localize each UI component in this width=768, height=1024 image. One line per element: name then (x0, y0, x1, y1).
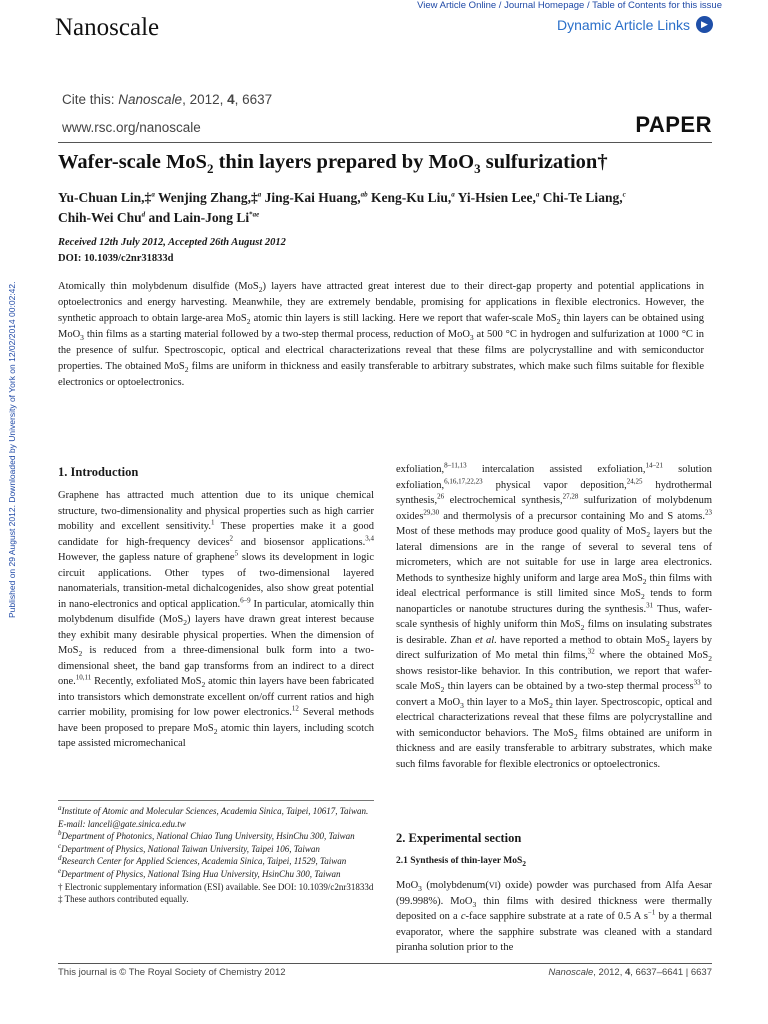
paper-label: PAPER (635, 112, 712, 137)
header-divider (58, 142, 712, 143)
footnote-divider (58, 800, 374, 801)
received-dates: Received 12th July 2012, Accepted 26th August 2012 (58, 237, 286, 248)
footnote: ‡ These authors contributed equally. (58, 894, 189, 905)
section-heading-experimental: 2. Experimental section (396, 831, 522, 845)
footnote: $^a$Institute of Atomic and Molecular Sciences, Academia Sinica, Taipei, 10617, Taiwan. E-mail: lanceli@gate.sinica.edu.tw (58, 804, 369, 829)
article-doi: DOI: 10.1039/c2nr31833d (58, 253, 174, 264)
footer-divider (58, 963, 712, 964)
table-of-contents-link[interactable]: Table of Contents for this issue (592, 0, 722, 11)
introduction-body-continued: exfoliation,$^{8-11,13}$ intercalation assisted exfoliation,$^{14-21}$ solution exfoliation,$^{6,16,17,22,23}$ physical vapor deposition,$^{24,25}$ hydrothermal synthesis,$^{26}$ electrochemical synthesis,$^{27,28}$ sulfurization of molybdenum oxides$^{29,30}$ and thermolysis of a precursor containing Mo and S atoms.$^{23}$ Most of these methods may produce good quality of MoS$_2$ layers but the lateral dimensions are in the range of several to several tens of micrometers, which are not suitable for use in large area electronics. Methods to synthesize highly uniform and large area MoS$_2$ thin films with ideal electrical performance is still limited since MoS$_2$ tends to form nanoparticles or nanotube structures during the synthesis.$^{31}$ Thus, wafer-scale synthesis of highly uniform thin MoS$_2$ films on insulating substrates is desirable. Zhan et al. have reported a method to obtain MoS$_2$ layers by direct sulfurization of Mo metal thin films,$^{32}$ where the obtained MoS$_2$ shows resistor-like behavior. In this contribution, we report that wafer-scale MoS$_2$ thin layers can be obtained by a two-step thermal process$^{33}$ to convert a MoO$_3$ thin layer to a MoS$_2$ thin layer. Spectroscopic, optical and electrical characterizations reveal that these films are polycrystalline and with semiconductor behaviors. The MoS$_2$ films obtained are uniform in thickness and are easily transferable to arbitrary substrates, which make such films favorable for flexible electronics or optoelectronics. (396, 461, 713, 770)
download-notice[interactable]: Published on 29 August 2012. Downloaded by University of York on 12/02/2014 00:02:42. (7, 281, 17, 618)
section-heading-introduction: 1. Introduction (58, 465, 139, 479)
copyright-notice: This journal is © The Royal Society of Chemistry 2012 (58, 967, 286, 978)
author-list: Yu-Chuan Lin,‡$^a$ Wenjing Zhang,‡$^a$ Jing-Kai Huang,$^{ab}$ Keng-Ku Liu,$^a$ Yi-Hsien Lee,$^a$ Chi-Te Liang,$^c$ Chih-Wei Chu$^d$ and Lain-Jong $Li^{*ae}$ (58, 190, 626, 225)
footnotes (58, 805, 374, 906)
journal-homepage-link[interactable]: Journal Homepage (504, 0, 585, 11)
introduction-body: Graphene has attracted much attention due to its unique chemical structure, two-dimensionality and physical properties such as high carrier mobility and excellent sensitivity.$^1$ These properties make it a good candidate for high-frequency devices$^2$ and biosensor applications.$^{3,4}$ However, the gapless nature of graphene$^5$ slows its development in logic circuit applications. Other types of two-dimensional layered nanomaterials, transition-metal dichalcogenides, also show great potential in nano-electronics and optical application.$^{6-9}$ In particular, atomically thin molybdenum disulfide (MoS$_2$) layers have drawn great interest because they exhibit many desirable physical properties. When the dimension of MoS$_2$ is reduced from a three-dimensional bulk form into a two-dimensional sheet, the band gap transforms from an indirect to a direct one.$^{10,11}$ Recently, exfoliated MoS$_2$ atomic thin layers have been fabricated into transistors which demonstrate excellent on/off current ratios and high carrier mobility, promising for low power electronics.$^{12}$ Several methods have been proposed to prepare MoS$_2$ atomic thin layers, including scotch tape assisted micromechanical (58, 490, 375, 749)
citation-line: Cite this: Nanoscale, 2012, 4, 6637 (62, 92, 273, 107)
footnote: $^e$Department of Physics, National Tsing Hua University, HsinChu 300, Taiwan (58, 866, 341, 879)
footnote: † Electronic supplementary information (ESI) available. See DOI: 10.1039/c2nr31833d (58, 881, 374, 892)
journal-url[interactable]: www.rsc.org/nanoscale (62, 120, 201, 135)
footnote: $^d$Research Center for Applied Sciences, Academia Sinica, Taipei, 11529, Taiwan (58, 854, 347, 867)
top-links: View Article Online / Journal Homepage / Table of Contents for this issue (417, 0, 722, 11)
article-title: Wafer-scale MoS$_2$ thin layers prepared by MoO$_3$ sulfurization† (58, 151, 608, 177)
experimental-body: MoO$_3$ (molybdenum(VI) oxide) powder was purchased from Alfa Aesar (99.998%). MoO$_3$ thin films with desired thickness were thermally deposited on a c-face sapphire substrate at a rate of 0.5 A $s^{-1}$ by a thermal evaporator, where the sapphire substrate was cleaned with a standard piranha solution prior to the (396, 880, 713, 953)
footnote: $^c$Department of Physics, National Taiwan University, Taipei 106, Taiwan (58, 841, 320, 854)
dynamic-article-links[interactable] (557, 16, 713, 33)
abstract: Atomically thin molybdenum disulfide (MoS$_2$) layers have attracted great interest due to their direct-gap property and potential applications in optoelectronics and energy harvesting. Meanwhile, they are extremely bendable, promising for applications in flexible electronics. However, the synthetic approach to obtain large-area MoS$_2$ atomic thin layers is still lacking. Here we report that wafer-scale MoS$_2$ thin layers can be obtained using MoO$_3$ thin films as a starting material followed by a two-step thermal process, reduction of MoO$_3$ at 500 °C in hydrogen and sulfurization at 1000 °C in the presence of sulfur. Spectroscopic, optical and electrical characterizations reveal that these films are polycrystalline and with semiconductor properties. The obtained MoS$_2$ films are uniform in thickness and easily transferable to arbitrary substrates, which make such films suitable for flexible electronics or optoelectronics. (58, 281, 705, 388)
download-sidebar (0, 200, 17, 620)
play-arrow-icon[interactable]: ▶ (696, 16, 713, 33)
view-article-online-link[interactable]: View Article Online (417, 0, 497, 11)
page-citation: Nanoscale, 2012, 4, 6637–6641 | 6637 (548, 967, 712, 978)
footnote: $^b$Department of Photonics, National Chiao Tung University, HsinChu 300, Taiwan (58, 829, 355, 842)
journal-name: Nanoscale (55, 14, 160, 41)
subsection-heading-synthesis: 2.1 Synthesis of thin-layer MoS$_2$ (396, 856, 526, 868)
dynamic-article-links-label[interactable]: Dynamic Article Links (556, 16, 690, 33)
